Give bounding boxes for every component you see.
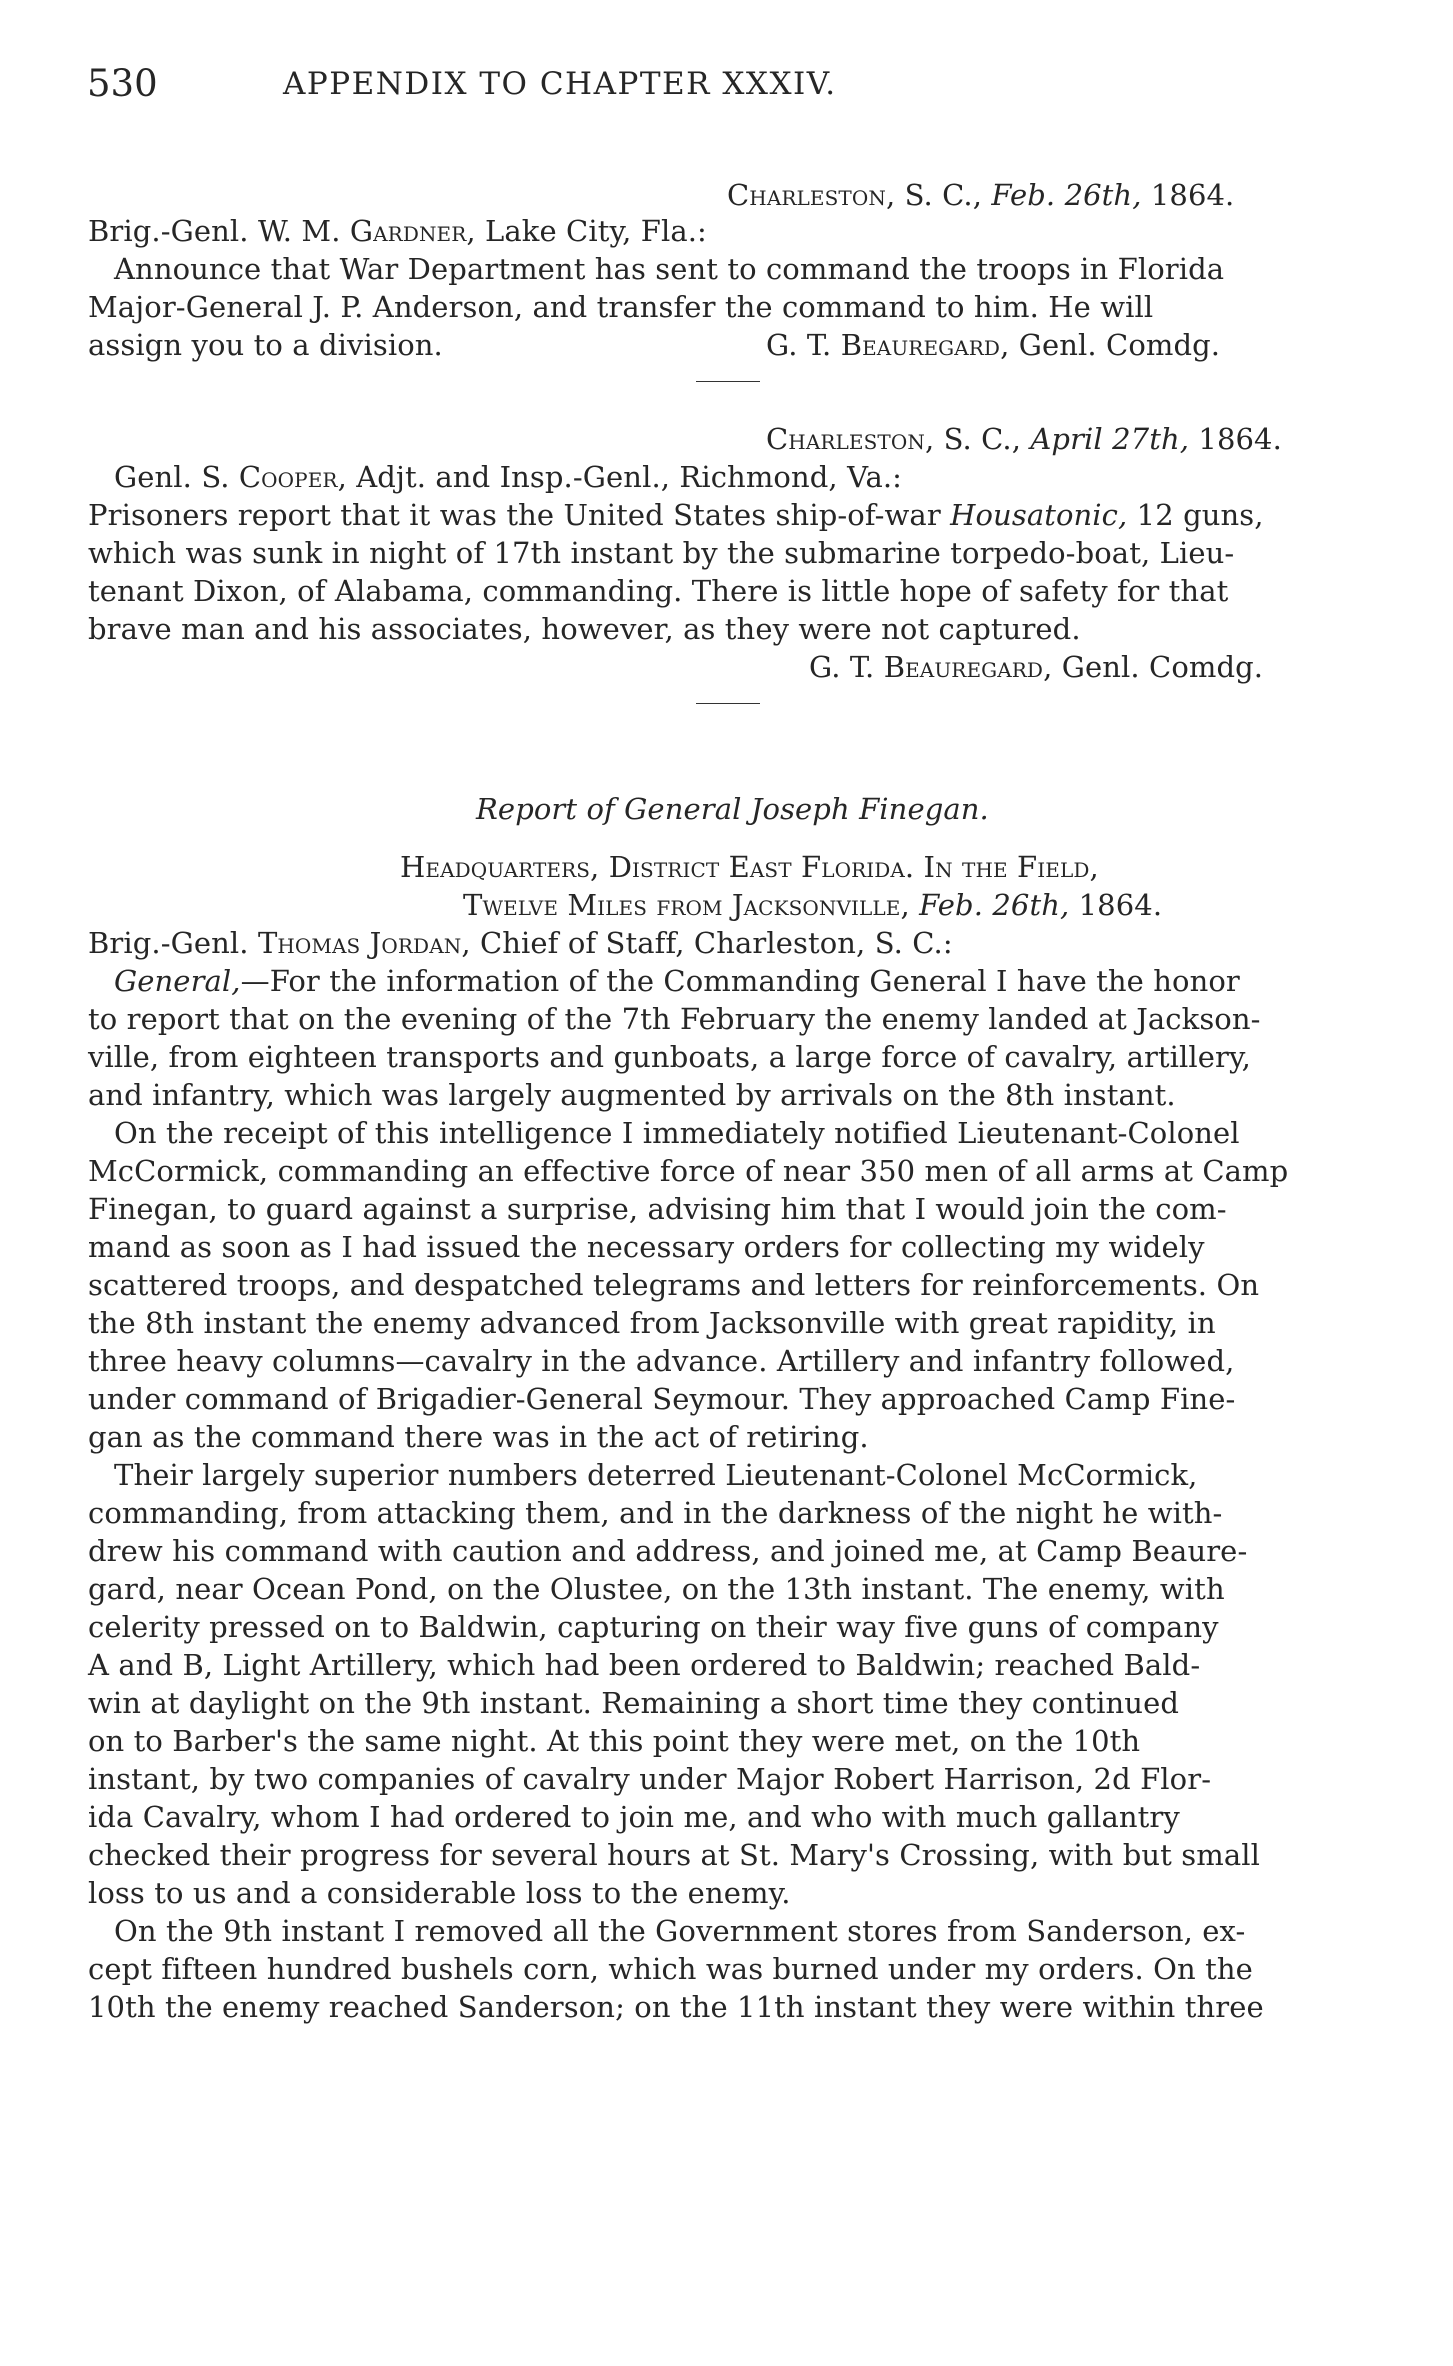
- signature-surname: Beauregard: [840, 328, 1001, 362]
- letter-1-signature: G. T. Beauregard, Genl. Comdg.: [766, 328, 1221, 362]
- report-heading-line-2: Twelve Miles from Jacksonville, Feb. 26th, 1864.: [463, 888, 1163, 922]
- letter-1-place: Charleston, S. C.,: [727, 178, 992, 212]
- report-body-line: under command of Brigadier-General Seymour. They approached Camp Fine-: [88, 1382, 1236, 1416]
- report-heading-line-1: Headquarters, District East Florida. In the Field,: [400, 850, 1099, 884]
- letter-2-body-line: which was sunk in night of 17th instant by the submarine torpedo-boat, Lieu-: [88, 536, 1235, 570]
- salutation: General,: [114, 964, 241, 998]
- report-body-line: drew his command with caution and address, and joined me, at Camp Beaure-: [88, 1534, 1248, 1568]
- report-body-line: celerity pressed on to Baldwin, capturing on their way five guns of company: [88, 1610, 1219, 1644]
- addressee-surname: Gardner: [349, 214, 467, 248]
- letter-2-place: Charleston, S. C.,: [766, 422, 1031, 456]
- report-body-line: on to Barber's the same night. At this point they were met, on the 10th: [88, 1724, 1141, 1758]
- report-date: Feb. 26th,: [919, 888, 1070, 922]
- report-body-line: scattered troops, and despatched telegrams and letters for reinforcements. On: [88, 1268, 1260, 1302]
- report-addressee: Brig.-Genl. Thomas Jordan, Chief of Staff, Charleston, S. C.:: [88, 926, 953, 960]
- letter-2-date: April 27th,: [1030, 422, 1190, 456]
- report-body-line: instant, by two companies of cavalry under Major Robert Harrison, 2d Flor-: [88, 1762, 1212, 1796]
- page-number: 530: [87, 62, 158, 105]
- letter-2-signature: G. T. Beauregard, Genl. Comdg.: [809, 650, 1264, 684]
- report-body-line: the 8th instant the enemy advanced from Jacksonville with great rapidity, in: [88, 1306, 1216, 1340]
- report-body-line: commanding, from attacking them, and in the darkness of the night he with-: [88, 1496, 1223, 1530]
- report-body-line: On the receipt of this intelligence I immediately notified Lieutenant-Colonel: [114, 1116, 1240, 1150]
- letter-1-body-line: assign you to a division.: [88, 328, 443, 362]
- addressee-surname: Cooper: [238, 460, 338, 494]
- ship-name: Housatonic,: [950, 498, 1128, 532]
- letter-2-year: 1864.: [1189, 422, 1282, 456]
- report-body-line: mand as soon as I had issued the necessary orders for collecting my widely: [88, 1230, 1205, 1264]
- report-body-line: three heavy columns—cavalry in the advance. Artillery and infantry followed,: [88, 1344, 1235, 1378]
- letter-1-body-line: Announce that War Department has sent to command the troops in Florida: [114, 252, 1225, 286]
- letter-2-body-line: tenant Dixon, of Alabama, commanding. There is little hope of safety for that: [88, 574, 1229, 608]
- report-title: Report of General Joseph Finegan.: [476, 792, 989, 826]
- report-body-line: win at daylight on the 9th instant. Remaining a short time they continued: [88, 1686, 1179, 1720]
- letter-2-place-date: [766, 420, 1282, 458]
- report-body-line: General,—For the information of the Commanding General I have the honor: [114, 964, 1240, 998]
- addressee-name: Thomas Jordan: [257, 926, 462, 960]
- report-body-line: McCormick, commanding an effective force of near 350 men of all arms at Camp: [88, 1154, 1289, 1188]
- report-body-line: and infantry, which was largely augmented by arrivals on the 8th instant.: [88, 1078, 1176, 1112]
- report-body-line: On the 9th instant I removed all the Government stores from Sanderson, ex-: [114, 1914, 1246, 1948]
- report-body-line: ville, from eighteen transports and gunboats, a large force of cavalry, artillery,: [88, 1040, 1251, 1074]
- letter-2-addressee: Genl. S. Cooper, Adjt. and Insp.-Genl., Richmond, Va.:: [114, 460, 903, 494]
- report-body-line: Finegan, to guard against a surprise, advising him that I would join the com-: [88, 1192, 1227, 1226]
- letter-1-place-date: [727, 176, 1234, 214]
- report-body-line: 10th the enemy reached Sanderson; on the 11th instant they were within three: [88, 1990, 1264, 2024]
- signature-surname: Beauregard: [883, 650, 1044, 684]
- report-body-line: to report that on the evening of the 7th February the enemy landed at Jackson-: [88, 1002, 1261, 1036]
- running-title: APPENDIX TO CHAPTER XXXIV.: [283, 66, 837, 102]
- report-body-line: gard, near Ocean Pond, on the Olustee, on the 13th instant. The enemy, with: [88, 1572, 1225, 1606]
- report-body-line: Their largely superior numbers deterred Lieutenant-Colonel McCormick,: [114, 1458, 1198, 1492]
- report-body-line: cept fifteen hundred bushels corn, which was burned under my orders. On the: [88, 1952, 1253, 1986]
- section-divider: [696, 703, 760, 704]
- report-body-line: A and B, Light Artillery, which had been ordered to Baldwin; reached Bald-: [88, 1648, 1201, 1682]
- report-body-line: ida Cavalry, whom I had ordered to join me, and who with much gallantry: [88, 1800, 1180, 1834]
- letter-1-addressee: Brig.-Genl. W. M. Gardner, Lake City, Fla.:: [88, 214, 707, 248]
- report-body-line: gan as the command there was in the act of retiring.: [88, 1420, 869, 1454]
- letter-1-date: Feb. 26th,: [991, 178, 1142, 212]
- report-body-line: checked their progress for several hours at St. Mary's Crossing, with but small: [88, 1838, 1260, 1872]
- letter-1-year: 1864.: [1141, 178, 1235, 212]
- section-divider: [696, 381, 760, 382]
- letter-2-body-line: brave man and his associates, however, as they were not captured.: [88, 612, 1081, 646]
- letter-2-body-line: Prisoners report that it was the United States ship-of-war Housatonic, 12 guns,: [88, 498, 1264, 532]
- letter-1-body-line: Major-General J. P. Anderson, and transfer the command to him. He will: [88, 290, 1154, 324]
- report-body-line: loss to us and a considerable loss to the enemy.: [88, 1876, 791, 1910]
